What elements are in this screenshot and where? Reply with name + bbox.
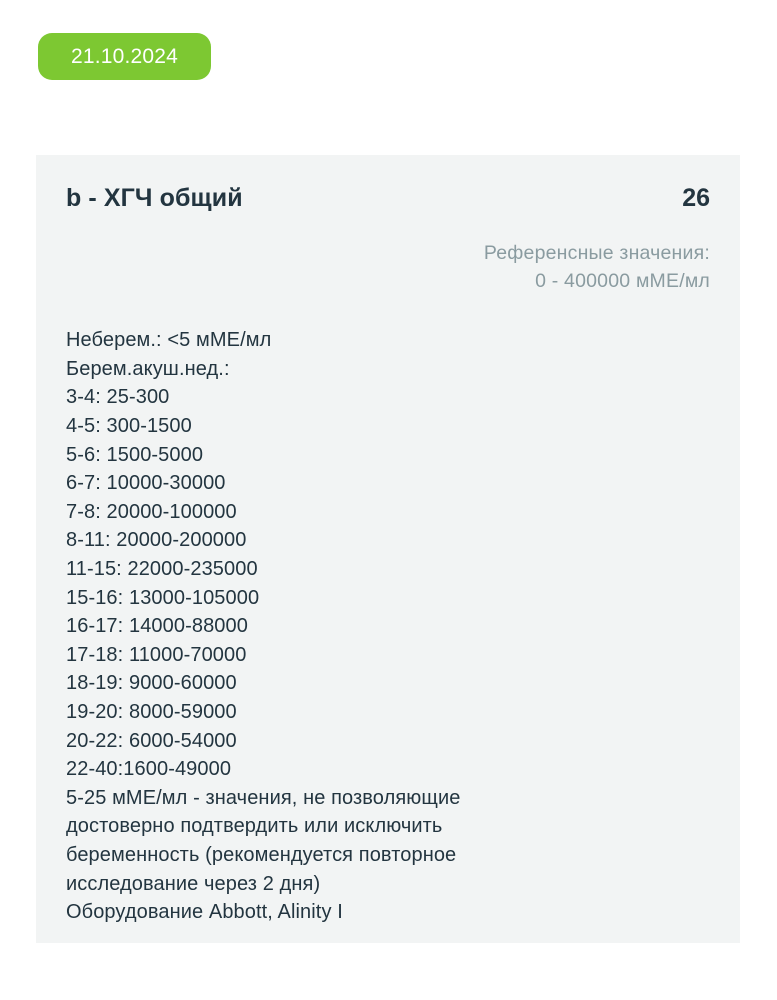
reference-detail-line: беременность (рекомендуется повторное <box>66 843 457 866</box>
reference-detail-line: 5-25 мМЕ/мл - значения, не позволяющие <box>66 786 461 809</box>
reference-detail-line: 16-17: 14000-88000 <box>66 615 248 638</box>
reference-detail-line: Берем.акуш.нед.: <box>66 357 230 380</box>
reference-detail-line: 4-5: 300-1500 <box>66 415 192 438</box>
reference-detail-line: 18-19: 9000-60000 <box>66 672 237 695</box>
date-badge <box>38 33 211 80</box>
reference-detail-line: исследование через 2 дня) <box>66 872 321 895</box>
lab-result-header <box>66 184 710 213</box>
reference-detail-line: 20-22: 6000-54000 <box>66 729 237 752</box>
test-result-value: 26 <box>682 184 710 212</box>
reference-detail-line: 8-11: 20000-200000 <box>66 529 247 552</box>
reference-detail-line: достоверно подтвердить или исключить <box>66 815 443 838</box>
reference-detail-line: 19-20: 8000-59000 <box>66 701 237 723</box>
reference-detail-line: 15-16: 13000-105000 <box>66 586 260 609</box>
reference-detail-line: 3-4: 25-300 <box>66 386 170 409</box>
reference-detail-line: Неберем.: <5 мМЕ/мл <box>66 329 272 352</box>
reference-details <box>66 326 710 926</box>
reference-values-label: Референсные значения: <box>483 241 710 264</box>
reference-detail-line: 5-6: 1500-5000 <box>66 443 204 466</box>
lab-result-card <box>36 155 740 943</box>
reference-values <box>66 239 710 296</box>
test-name: b - ХГЧ общий <box>66 184 243 212</box>
reference-values-range: 0 - 400000 мМЕ/мл <box>535 270 710 293</box>
reference-detail-line: 7-8: 20000-100000 <box>66 500 237 523</box>
reference-detail-line: Оборудование Abbott, Alinity I <box>66 901 343 924</box>
reference-detail-line: 6-7: 10000-30000 <box>66 472 226 495</box>
date-badge-label: 21.10.2024 <box>70 45 179 68</box>
reference-detail-line: 17-18: 11000-70000 <box>66 643 247 666</box>
reference-detail-line: 11-15: 22000-235000 <box>66 558 258 581</box>
reference-detail-line: 22-40:1600-49000 <box>66 758 232 781</box>
